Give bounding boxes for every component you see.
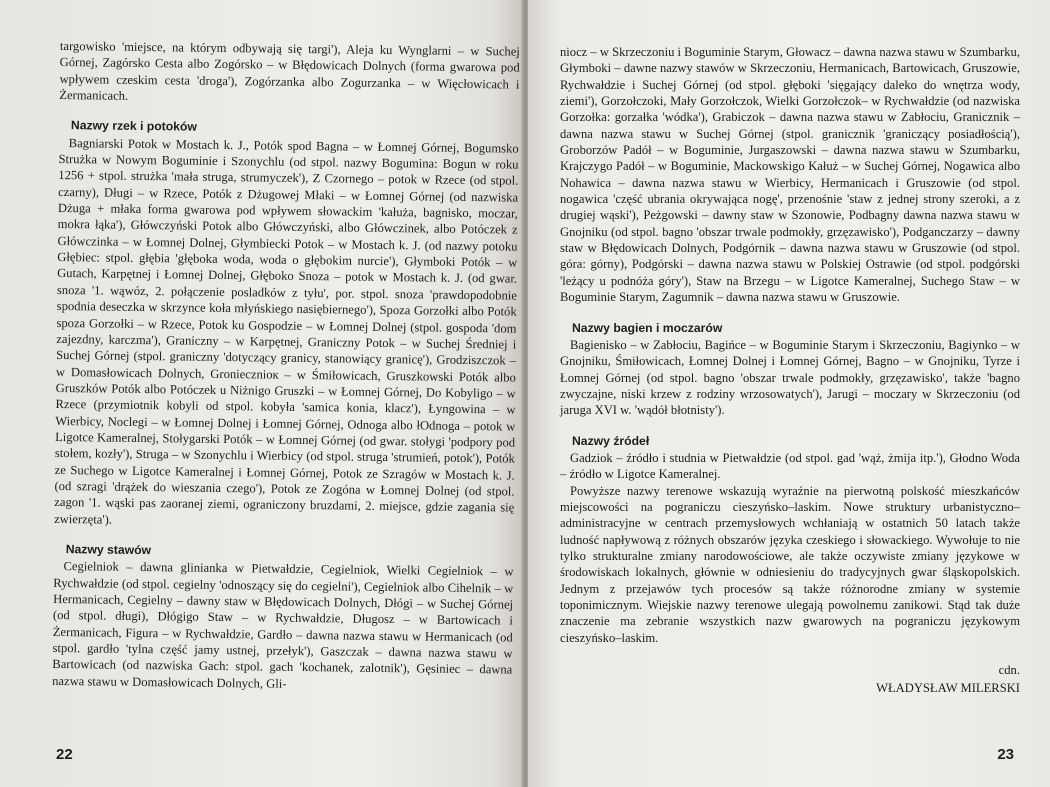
right-page-text (560, 44, 1020, 697)
page-number-left: 22 (56, 746, 73, 763)
rivers-paragraph: Bagniarski Potok w Mostach k. J., Potók spod Bagna – w Łomnej Górnej, Bogumsko Strużka w Nowym Boguminie i Szonychlu (od stpol. nazwy Bogumina: Bogun w roku 1256 + stpol. strużka 'mała struga, strumyczek'), Z Czornego – potok w Rzece (od stpol. czarny), Długi – w Rzece, Potók z Dżugowej Młaki – w Łomnej Górnej (od nazwiska Dżuga + młaka forma gwarowa pod wpływem słowackim 'kałuża, bagnisko, moczar, mokra łąka'), Główczyński Potok albo Główczyński, albo Główczinek, albo Potóczek z Główczinka – w Łomnej Dolnej, Głymbiecki Potok – w Mostach k. J. (od nazwy potoku Głębiec: stpol. głębia 'głęboka woda, woda o głębokim nurcie'), Głymboki Potók – w Gutach, Karpętnej i Łomnej Dolnej, Głęboko Snoza – potok w Mostach k. J. (od gwar. snoza '1. wąwóz, 2. połączenie posladków z tyłu', por. stpol. snoza 'prawdopodobnie spodnia deseczka w skrzynce koła młyńskiego nasiębiernego'), Spoza Gorzołki albo Potók spoza Gorzołki – w Rzece, Potok ku Gospodzie – w Łomnej Dolnej (stpol. gospoda 'dom zajezdny, karczma'), Graniczny – w Karpętnej, Graniczny Potok – w Suchej Średniej i Suchej Górnej (stpol. graniczny 'dotyczący granicy, stanowiący granicę'), Grodziszczok – w Domasłowicach Dolnych, Groniecznioк – w Śmiłowicach, Gruszkowski Potók albo Gruszków Potók albo Potóczek u Niżnigo Gruszki – w Łomnej Górnej, Do Kobyligo – w Rzece (przymiotnik kobyli od stpol. kobyła 'samica konia, klacz'), Łyngowina – w Wierbicy, Noclegi – w Łomnej Dolnej i Łomnej Górnej, Odnoga albo łOdnoga – potok w Ligotce Kameralnej, Stołygarski Potók – w Łomnej Górnej (od gwar. stołygi 'podpory pod stołem, kozły'), Struga – w Szonychlu i Wierbicy (od stpol. struga 'strumień, potok'), Potók ze Suchego w Ligotce Kameralnej i Łomnej Górnej, Potok ze Szragów w Mostach k. J. (od szragi 'drążek do wieszania czego'), Potok ze Zogóna w Łomnej Dolnej (od stpol. zagon '1. wąski pas zaoranej ziemi, ograniczony bruzdami, 2. miejsce, gdzie zagania się zwierzęta'). (54, 135, 519, 527)
continuation-paragraph: niocz – w Skrzeczoniu i Boguminie Starym, Głowacz – dawna nazwa stawu w Szumbarku, Głymboki – dawne nazwy stawów w Skrzeczoniu, Hermanicach, Bartowicach, Gruszowie, Rychwałdzie i Suchej Górnej (od stpol. głęboki 'sięgający daleko do wnętrza wody, ziemi'), Gorzołczoki, Mały Gorzołczok, Wielki Gorzołczok– w Rychwałdzie (od nazwiska Gorzołka: gorzałka 'wódka'), Grabiczok – dawna nazwa stawu w Zabłociu, Granicznik – dawna nazwa stawu w Suchej Górnej (stpol. granicznik 'graniczący posiadłością'), Groborzów Padół – w Boguminie, Jurgaszowski – dawna nazwa stawu w Szumbarku, Krajczygo Padół – w Boguminie, Mackowskigo Kałuż – w Suchej Górnej, Nogawica albo Nohawica – dawna nazwa stawu w Wierbicy, Hermanicach i Gruszowie (od stpol. nogawica 'część ubrania okrywająca nogę', przenośnie 'staw z jednej strony szeroki, a z drugiej wąski'), Peżgowski – dawny staw w Szonowie, Podbagny dawna nazwa stawu w Gnojniku (od stpol. bagno 'obszar trwale podmokły, grzęzawisko'), Podganczarzy – dawny staw w Błędowicach Dolnych, Podgórnik – dawna nazwa stawu w Gruszowie (od stpol. góra: górny), Podgórski – dawna nazwa stawu w Polskiej Ostrawie (od stpol. podgórski 'leżący u podnóża góry'), Staw na Brzegu – w Ligotce Kameralnej, Suchego Staw – w Boguminie Starym, Zagumnik – dawna nazwa stawu w Gruszowie. (560, 45, 1020, 305)
author-signature: WŁADYSŁAW MILERSKI (876, 681, 1020, 696)
springs-paragraph: Gadziok – źródło i studnia w Pietwałdzie (od stpol. gad 'wąż, żmija itp.'), Głodno Woda – źródło w Ligotce Kameralnej. (560, 450, 1020, 482)
heading-ponds: Nazwy stawów (65, 542, 152, 558)
heading-swamps: Nazwy bagien i moczarów (572, 320, 723, 335)
continued-note: cdn. (998, 663, 1020, 678)
summary-paragraph: Powyższe nazwy terenowe wskazują wyraźnie na pierwotną polskość mieszkańców miejscowości na pograniczu cieszyńsko–laskim. Nowe struktury urbanistyczno–administracyjne w centrach przemysłowych wchłaniają w ostatnich 50 latach także ludność napływową z różnych obszarów języka czeskiego i słowackiego. Wywołuje to nie tylko strukturalne zmiany narodowościowe, ale także oczywiste zmiany językowe w środowiskach lokalnych, głównie w odniesieniu do tradycyjnych gwar śląskopolskich. Jednym z przejawów tych procesów są także różnorodne zmiany w systemie toponimicznym. Wiejskie nazwy terenowe ulegają powolnemu zanikowi. Stąd tak duże znaczenie ma zebranie wszystkich nazw gwarowych na pograniczu językowym cieszyńsko–laskim. (560, 483, 1020, 645)
left-page-text (52, 38, 520, 695)
intro-paragraph: targowisko 'miejsce, na którym odbywają się targi'), Aleja ku Wynglarni – w Suchej Górnej, Zagórsko Cesta albo Zogórsko – w Błędowicach Dolnych (forma gwarowa pod wpływem czeskim cesta 'droga'), Zogórzanka albo Zogurzanka – w Więcłowicach i Żermanicach. (59, 38, 520, 103)
left-page (0, 0, 524, 787)
heading-rivers: Nazwy rzek i potoków (70, 118, 197, 135)
heading-springs: Nazwy źródeł (572, 433, 650, 448)
page-number-right: 23 (997, 746, 1014, 763)
right-page (528, 0, 1050, 787)
ponds-paragraph: Cegielniok – dawna glinianka w Pietwałdzie, Cegielniok, Wielki Cegielniok – w Rychwałdzie (od stpol. cegielny 'odnoszący się do cegielni'), Cegielniok albo Cihelnik – w Hermanicach, Cegielny – dawny staw w Błędowicach Dolnych, Dłógi – w Suchej Górnej (od stpol. długi), Dłógigo Staw – w Rychwałdzie, Długosz – w Bartowicach i Żermanicach, Figura – w Rychwałdzie, Gardło – dawna nazwa stawu w Hermanicach (od stpol. gardło 'tylna część jamy ustnej, przełyk'), Gaszczak – dawna nazwa stawu w Bartowicach (od nazwiska Gach: stpol. gach 'kochanek, zalotnik'), Gęsiniec – dawna nazwa stawu w Domasłowicach Dolnych, Gli- (52, 559, 514, 691)
swamps-paragraph: Bagienisko – w Zabłociu, Bagińce – w Boguminie Starym i Skrzeczoniu, Bagiynko – w Gnojniku, Śmiłowicach, Łomnej Dolnej i Łomnej Górnej, Bagno – w Gnojniku, Tyrze i Łomnej Górnej (od stpol. bagno 'obszar trwale podmokły, grzęzawisko', także 'bagno zwyczajne, niski krzew z rodziny wrzosowatych'), Jarugi – moczary w Skrzeczoniu (od jaruga XVI w. 'wądół błotnisty'). (560, 337, 1020, 418)
